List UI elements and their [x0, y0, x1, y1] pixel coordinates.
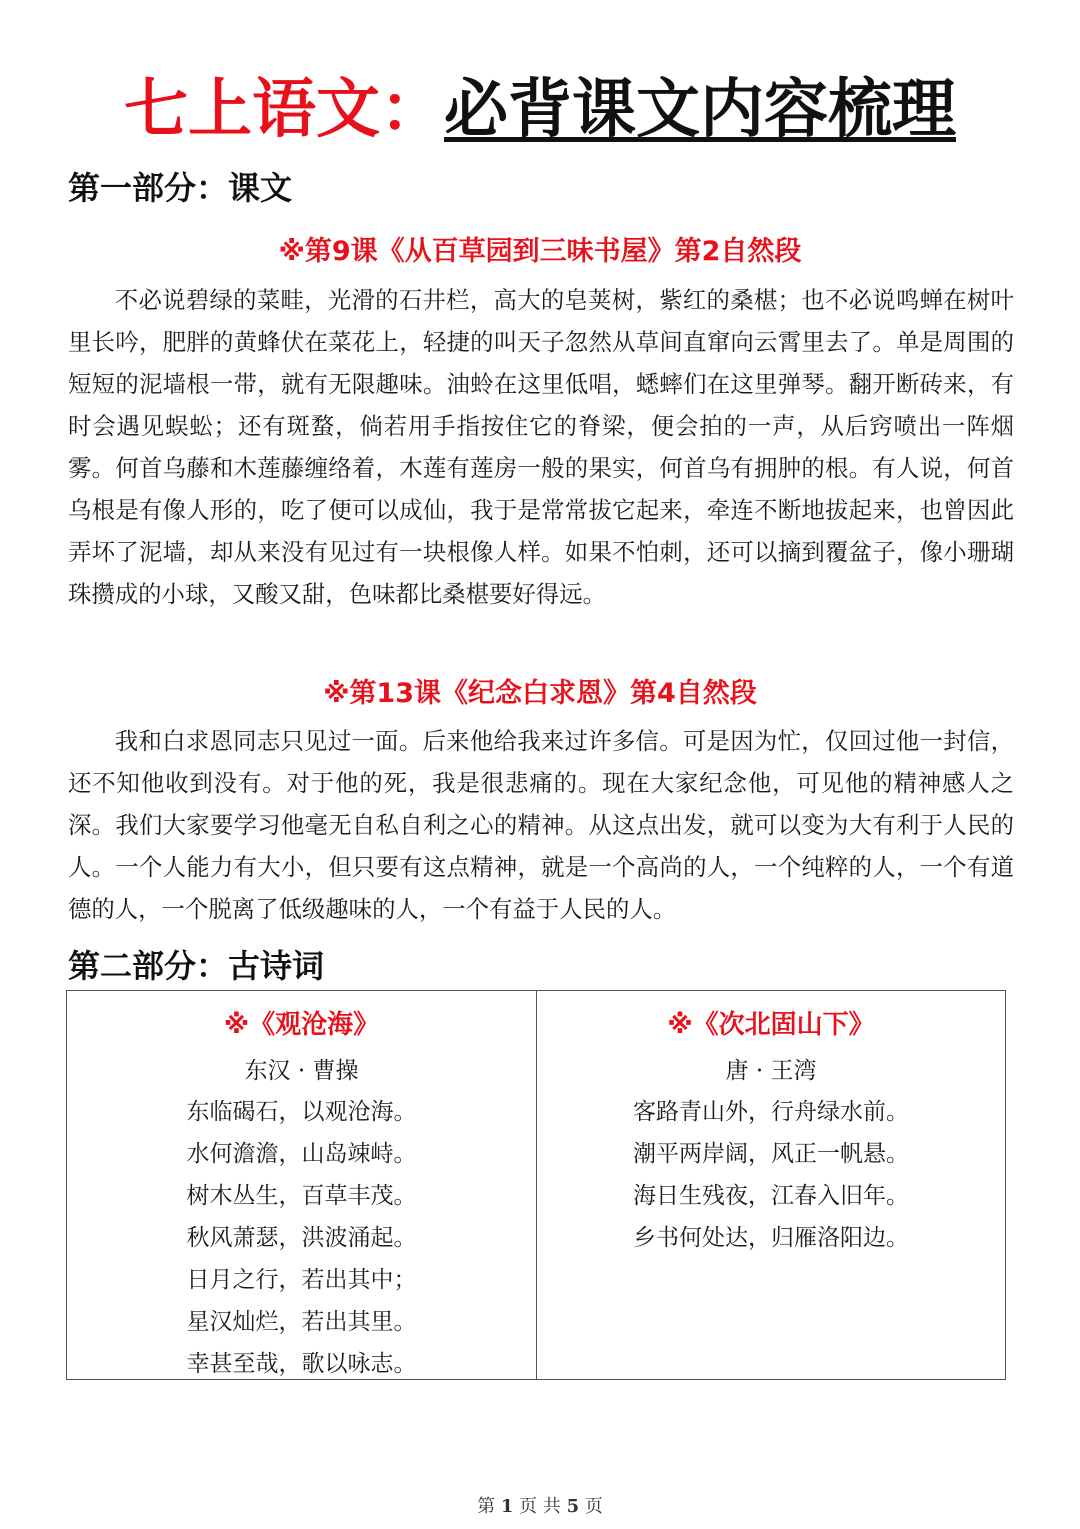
lesson-heading-9: ※第9课《从百草园到三味书屋》第2自然段 — [278, 236, 802, 267]
lesson-heading-13: ※第13课《纪念白求恩》第4自然段 — [323, 678, 757, 709]
poem-ci-bei-gu-shan-xia — [536, 991, 1005, 1379]
poem-author: 唐 · 王湾 — [725, 1058, 817, 1084]
poem-guan-cang-hai — [67, 991, 536, 1379]
poem-line: 客路青山外，行舟绿水前。 — [633, 1099, 909, 1125]
title-topic: 必背课文内容梳理 — [444, 73, 956, 147]
footer-suffix: 页 — [584, 1496, 603, 1517]
poem-author: 东汉 · 曹操 — [244, 1058, 359, 1084]
poem-line: 树木丛生，百草丰茂。 — [186, 1183, 417, 1209]
page-footer — [0, 1494, 1080, 1520]
poem-line: 海日生残夜，江春入旧年。 — [633, 1183, 909, 1209]
poem-title: ※《观沧海》 — [223, 1010, 380, 1040]
poem-line: 日月之行，若出其中； — [186, 1267, 417, 1293]
footer-middle: 页 共 — [519, 1496, 561, 1517]
lesson-text-9: 不必说碧绿的菜畦，光滑的石井栏，高大的皂荚树，紫红的桑椹；也不必说鸣蝉在树叶里长吟，肥胖的黄蜂伏在菜花上，轻捷的叫天子忽然从草间直窜向云霄里去了。单是周围的短短的泥墙根一带，就有无限趣味。油蛉在这里低唱，蟋蟀们在这里弹琴。翻开断砖来，有时会遇见蜈蚣；还有斑蝥，倘若用手指按住它的脊梁，便会拍的一声，从后窍喷出一阵烟雾。何首乌藤和木莲藤缠络着，木莲有莲房一般的果实，何首乌有拥肿的根。有人说，何首乌根是有像人形的，吃了便可以成仙，我于是常常拔它起来，牵连不断地拔起来，也曾因此弄坏了泥墙，却从来没有见过有一块根像人样。如果不怕刺，还可以摘到覆盆子，像小珊瑚珠攒成的小球，又酸又甜，色味都比桑椹要好得远。 — [68, 286, 1014, 608]
poem-line: 潮平两岸阔，风正一帆悬。 — [633, 1141, 909, 1167]
poem-line: 乡书何处达，归雁洛阳边。 — [633, 1225, 909, 1251]
title-subject: 七上语文： — [124, 73, 444, 147]
footer-prefix: 第 — [477, 1496, 496, 1517]
poem-title: ※《次北固山下》 — [667, 1010, 875, 1040]
poem-line: 星汉灿烂，若出其里。 — [186, 1309, 417, 1335]
poem-line: 东临碣石，以观沧海。 — [186, 1099, 417, 1125]
page-title — [0, 62, 1080, 158]
part1-heading: 第一部分：课文 — [68, 169, 293, 207]
current-page-number: 1 — [500, 1496, 514, 1517]
poem-line: 水何澹澹，山岛竦峙。 — [186, 1141, 417, 1167]
poem-line: 秋风萧瑟，洪波涌起。 — [186, 1225, 417, 1251]
poem-table — [66, 990, 1006, 1380]
total-page-number: 5 — [566, 1496, 580, 1517]
poem-line: 幸甚至哉，歌以咏志。 — [186, 1351, 417, 1377]
part2-heading: 第二部分：古诗词 — [68, 947, 325, 985]
lesson-text-13: 我和白求恩同志只见过一面。后来他给我来过许多信。可是因为忙，仅回过他一封信，还不知他收到没有。对于他的死，我是很悲痛的。现在大家纪念他，可见他的精神感人之深。我们大家要学习他毫无自私自利之心的精神。从这点出发，就可以变为大有利于人民的人。一个人能力有大小，但只要有这点精神，就是一个高尚的人，一个纯粹的人，一个有道德的人，一个脱离了低级趣味的人，一个有益于人民的人。 — [68, 727, 1014, 923]
